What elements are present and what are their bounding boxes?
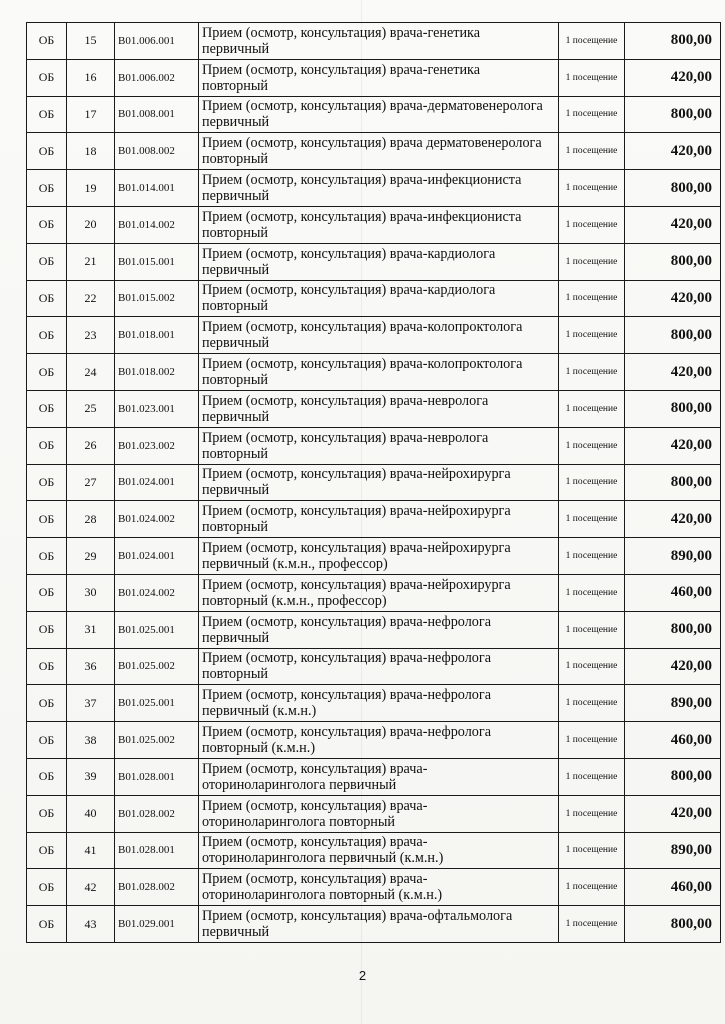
service-name-line-2: первичный <box>202 482 270 499</box>
service-code-cell: В01.024.002 <box>115 574 199 611</box>
table-row <box>27 23 721 60</box>
unit-cell: 1 посещение <box>559 758 625 795</box>
price-cell: 420,00 <box>625 354 721 391</box>
unit-cell: 1 посещение <box>559 96 625 133</box>
service-name-cell <box>199 390 559 427</box>
table-row <box>27 96 721 133</box>
price-cell: 420,00 <box>625 795 721 832</box>
service-name-cell <box>199 758 559 795</box>
service-name-line-2: первичный <box>202 40 270 57</box>
table-row <box>27 611 721 648</box>
table-row <box>27 906 721 943</box>
row-number-cell: 19 <box>67 170 115 207</box>
row-number-cell: 23 <box>67 317 115 354</box>
service-name-line-1: Прием (осмотр, консультация) врача дерматовенеролога <box>202 135 542 152</box>
department-cell: ОБ <box>27 206 67 243</box>
row-number-cell: 29 <box>67 538 115 575</box>
table-row <box>27 832 721 869</box>
table-row <box>27 648 721 685</box>
table-row <box>27 538 721 575</box>
price-cell: 420,00 <box>625 133 721 170</box>
row-number-cell: 31 <box>67 611 115 648</box>
service-code-cell: В01.025.001 <box>115 611 199 648</box>
row-number-cell: 22 <box>67 280 115 317</box>
unit-cell: 1 посещение <box>559 869 625 906</box>
table-row <box>27 170 721 207</box>
row-number-cell: 30 <box>67 574 115 611</box>
price-cell: 800,00 <box>625 317 721 354</box>
service-name-cell <box>199 96 559 133</box>
service-name-line-1: Прием (осмотр, консультация) врача-нефролога <box>202 650 491 667</box>
service-name-cell <box>199 317 559 354</box>
department-cell: ОБ <box>27 795 67 832</box>
department-cell: ОБ <box>27 23 67 60</box>
service-name-line-2: повторный (к.м.н., профессор) <box>202 592 387 609</box>
row-number-cell: 28 <box>67 501 115 538</box>
service-name-line-2: повторный <box>202 372 268 389</box>
service-code-cell: В01.023.001 <box>115 390 199 427</box>
price-cell: 460,00 <box>625 869 721 906</box>
unit-cell: 1 посещение <box>559 685 625 722</box>
table-row <box>27 464 721 501</box>
service-code-cell: В01.028.002 <box>115 795 199 832</box>
price-cell: 460,00 <box>625 722 721 759</box>
service-name-line-2: повторный <box>202 519 268 536</box>
row-number-cell: 36 <box>67 648 115 685</box>
service-name-line-2: оториноларинголога повторный (к.м.н.) <box>202 887 443 904</box>
service-name-line-1: Прием (осмотр, консультация) врача-офтальмолога <box>202 908 513 925</box>
service-name-line-2: первичный <box>202 408 270 425</box>
service-name-cell <box>199 501 559 538</box>
department-cell: ОБ <box>27 648 67 685</box>
price-cell: 800,00 <box>625 758 721 795</box>
service-name-cell <box>199 133 559 170</box>
table-row <box>27 501 721 538</box>
row-number-cell: 41 <box>67 832 115 869</box>
service-code-cell: В01.028.001 <box>115 832 199 869</box>
service-name-line-2: повторный <box>202 445 268 462</box>
service-name-line-2: первичный <box>202 114 270 131</box>
table-row <box>27 317 721 354</box>
department-cell: ОБ <box>27 611 67 648</box>
service-name-line-2: первичный (к.м.н., профессор) <box>202 556 388 573</box>
unit-cell: 1 посещение <box>559 280 625 317</box>
service-name-cell <box>199 243 559 280</box>
department-cell: ОБ <box>27 354 67 391</box>
service-code-cell: В01.015.001 <box>115 243 199 280</box>
unit-cell: 1 посещение <box>559 538 625 575</box>
department-cell: ОБ <box>27 832 67 869</box>
table-row <box>27 133 721 170</box>
table-row <box>27 685 721 722</box>
row-number-cell: 25 <box>67 390 115 427</box>
price-cell: 420,00 <box>625 427 721 464</box>
service-name-cell <box>199 170 559 207</box>
service-name-cell <box>199 906 559 943</box>
service-name-cell <box>199 832 559 869</box>
price-cell: 800,00 <box>625 170 721 207</box>
department-cell: ОБ <box>27 133 67 170</box>
unit-cell: 1 посещение <box>559 23 625 60</box>
unit-cell: 1 посещение <box>559 317 625 354</box>
unit-cell: 1 посещение <box>559 243 625 280</box>
row-number-cell: 21 <box>67 243 115 280</box>
service-name-line-2: первичный <box>202 924 270 941</box>
unit-cell: 1 посещение <box>559 427 625 464</box>
service-name-line-1: Прием (осмотр, консультация) врача-кардиолога <box>202 282 496 299</box>
service-name-cell <box>199 685 559 722</box>
price-cell: 800,00 <box>625 906 721 943</box>
service-name-line-1: Прием (осмотр, консультация) врача-невролога <box>202 392 489 409</box>
unit-cell: 1 посещение <box>559 133 625 170</box>
service-name-line-2: повторный <box>202 151 268 168</box>
service-name-cell <box>199 427 559 464</box>
price-cell: 420,00 <box>625 206 721 243</box>
price-cell: 800,00 <box>625 243 721 280</box>
department-cell: ОБ <box>27 464 67 501</box>
table-row <box>27 354 721 391</box>
service-code-cell: В01.014.001 <box>115 170 199 207</box>
row-number-cell: 18 <box>67 133 115 170</box>
service-name-line-2: первичный <box>202 188 270 205</box>
service-name-line-1: Прием (осмотр, консультация) врача- <box>202 834 428 851</box>
service-code-cell: В01.006.001 <box>115 23 199 60</box>
service-name-line-2: оториноларинголога первичный <box>202 776 397 793</box>
service-code-cell: В01.014.002 <box>115 206 199 243</box>
service-name-cell <box>199 23 559 60</box>
page-number: 2 <box>358 968 367 983</box>
service-name-cell <box>199 206 559 243</box>
service-code-cell: В01.008.002 <box>115 133 199 170</box>
department-cell: ОБ <box>27 501 67 538</box>
service-code-cell: В01.025.002 <box>115 722 199 759</box>
row-number-cell: 16 <box>67 59 115 96</box>
unit-cell: 1 посещение <box>559 648 625 685</box>
price-cell: 800,00 <box>625 390 721 427</box>
service-name-cell <box>199 648 559 685</box>
service-name-line-1: Прием (осмотр, консультация) врача-инфекциониста <box>202 208 522 225</box>
service-code-cell: В01.024.001 <box>115 464 199 501</box>
service-name-line-1: Прием (осмотр, консультация) врача-дерматовенеролога <box>202 98 543 115</box>
unit-cell: 1 посещение <box>559 906 625 943</box>
unit-cell: 1 посещение <box>559 574 625 611</box>
service-name-line-2: повторный <box>202 298 268 315</box>
department-cell: ОБ <box>27 59 67 96</box>
service-code-cell: В01.029.001 <box>115 906 199 943</box>
service-name-line-2: повторный <box>202 77 268 94</box>
table-row <box>27 280 721 317</box>
price-cell: 420,00 <box>625 501 721 538</box>
service-name-cell <box>199 464 559 501</box>
service-name-line-1: Прием (осмотр, консультация) врача-невролога <box>202 429 489 446</box>
service-code-cell: В01.015.002 <box>115 280 199 317</box>
table-row <box>27 206 721 243</box>
service-code-cell: В01.023.002 <box>115 427 199 464</box>
row-number-cell: 38 <box>67 722 115 759</box>
price-list-table <box>26 22 721 943</box>
department-cell: ОБ <box>27 243 67 280</box>
price-cell: 800,00 <box>625 23 721 60</box>
row-number-cell: 20 <box>67 206 115 243</box>
row-number-cell: 15 <box>67 23 115 60</box>
unit-cell: 1 посещение <box>559 501 625 538</box>
unit-cell: 1 посещение <box>559 354 625 391</box>
table-row <box>27 427 721 464</box>
unit-cell: 1 посещение <box>559 390 625 427</box>
service-name-line-1: Прием (осмотр, консультация) врача-генетика <box>202 61 481 78</box>
service-name-line-2: повторный <box>202 224 268 241</box>
row-number-cell: 43 <box>67 906 115 943</box>
table-row <box>27 574 721 611</box>
service-code-cell: В01.006.002 <box>115 59 199 96</box>
department-cell: ОБ <box>27 390 67 427</box>
table-row <box>27 59 721 96</box>
service-name-line-2: повторный (к.м.н.) <box>202 740 316 757</box>
service-code-cell: В01.018.001 <box>115 317 199 354</box>
service-name-line-1: Прием (осмотр, консультация) врача-кардиолога <box>202 245 496 262</box>
unit-cell: 1 посещение <box>559 206 625 243</box>
unit-cell: 1 посещение <box>559 464 625 501</box>
department-cell: ОБ <box>27 170 67 207</box>
service-name-line-1: Прием (осмотр, консультация) врача-инфекциониста <box>202 172 522 189</box>
service-code-cell: В01.024.002 <box>115 501 199 538</box>
department-cell: ОБ <box>27 906 67 943</box>
department-cell: ОБ <box>27 574 67 611</box>
table-row <box>27 869 721 906</box>
table-row <box>27 390 721 427</box>
department-cell: ОБ <box>27 538 67 575</box>
service-name-line-2: первичный (к.м.н.) <box>202 703 317 720</box>
price-cell: 420,00 <box>625 648 721 685</box>
price-cell: 890,00 <box>625 538 721 575</box>
row-number-cell: 40 <box>67 795 115 832</box>
service-name-cell <box>199 869 559 906</box>
department-cell: ОБ <box>27 758 67 795</box>
department-cell: ОБ <box>27 869 67 906</box>
service-name-cell <box>199 795 559 832</box>
price-cell: 800,00 <box>625 464 721 501</box>
row-number-cell: 37 <box>67 685 115 722</box>
service-code-cell: В01.025.001 <box>115 685 199 722</box>
service-name-cell <box>199 722 559 759</box>
service-name-line-2: первичный <box>202 261 270 278</box>
service-name-line-2: первичный <box>202 335 270 352</box>
table-row <box>27 243 721 280</box>
service-name-cell <box>199 354 559 391</box>
price-cell: 420,00 <box>625 59 721 96</box>
price-cell: 460,00 <box>625 574 721 611</box>
department-cell: ОБ <box>27 280 67 317</box>
price-cell: 420,00 <box>625 280 721 317</box>
service-name-line-2: повторный <box>202 666 268 683</box>
price-cell: 890,00 <box>625 832 721 869</box>
table-row <box>27 722 721 759</box>
price-list-body <box>27 23 721 943</box>
service-code-cell: В01.028.001 <box>115 758 199 795</box>
department-cell: ОБ <box>27 722 67 759</box>
price-cell: 800,00 <box>625 611 721 648</box>
unit-cell: 1 посещение <box>559 59 625 96</box>
service-name-line-1: Прием (осмотр, консультация) врача-генетика <box>202 24 481 41</box>
service-name-cell <box>199 611 559 648</box>
service-name-line-2: оториноларинголога повторный <box>202 813 396 830</box>
row-number-cell: 26 <box>67 427 115 464</box>
service-code-cell: В01.024.001 <box>115 538 199 575</box>
service-name-line-1: Прием (осмотр, консультация) врача- <box>202 871 428 888</box>
service-name-line-1: Прием (осмотр, консультация) врача-нейрохирурга <box>202 540 511 557</box>
service-name-cell <box>199 538 559 575</box>
department-cell: ОБ <box>27 427 67 464</box>
service-name-cell <box>199 59 559 96</box>
unit-cell: 1 посещение <box>559 722 625 759</box>
service-name-cell <box>199 574 559 611</box>
row-number-cell: 27 <box>67 464 115 501</box>
unit-cell: 1 посещение <box>559 611 625 648</box>
service-name-line-1: Прием (осмотр, консультация) врача-колопроктолога <box>202 319 523 336</box>
service-name-line-1: Прием (осмотр, консультация) врача-нефролога <box>202 687 491 704</box>
price-cell: 890,00 <box>625 685 721 722</box>
unit-cell: 1 посещение <box>559 795 625 832</box>
service-name-line-2: первичный <box>202 629 270 646</box>
service-name-line-1: Прием (осмотр, консультация) врача-нейрохирурга <box>202 576 511 593</box>
service-name-line-1: Прием (осмотр, консультация) врача-колопроктолога <box>202 356 523 373</box>
row-number-cell: 42 <box>67 869 115 906</box>
price-cell: 800,00 <box>625 96 721 133</box>
service-name-line-1: Прием (осмотр, консультация) врача-нейрохирурга <box>202 503 511 520</box>
row-number-cell: 17 <box>67 96 115 133</box>
service-name-line-1: Прием (осмотр, консультация) врача-нефролога <box>202 613 491 630</box>
service-name-line-1: Прием (осмотр, консультация) врача- <box>202 760 428 777</box>
service-code-cell: В01.008.001 <box>115 96 199 133</box>
service-name-line-1: Прием (осмотр, консультация) врача-нейрохирурга <box>202 466 511 483</box>
row-number-cell: 24 <box>67 354 115 391</box>
department-cell: ОБ <box>27 685 67 722</box>
service-name-cell <box>199 280 559 317</box>
unit-cell: 1 посещение <box>559 170 625 207</box>
row-number-cell: 39 <box>67 758 115 795</box>
service-code-cell: В01.028.002 <box>115 869 199 906</box>
service-name-line-2: оториноларинголога первичный (к.м.н.) <box>202 850 444 867</box>
table-row <box>27 758 721 795</box>
service-name-line-1: Прием (осмотр, консультация) врача- <box>202 797 428 814</box>
service-name-line-1: Прием (осмотр, консультация) врача-нефролога <box>202 724 491 741</box>
department-cell: ОБ <box>27 96 67 133</box>
department-cell: ОБ <box>27 317 67 354</box>
service-code-cell: В01.025.002 <box>115 648 199 685</box>
service-code-cell: В01.018.002 <box>115 354 199 391</box>
unit-cell: 1 посещение <box>559 832 625 869</box>
table-row <box>27 795 721 832</box>
